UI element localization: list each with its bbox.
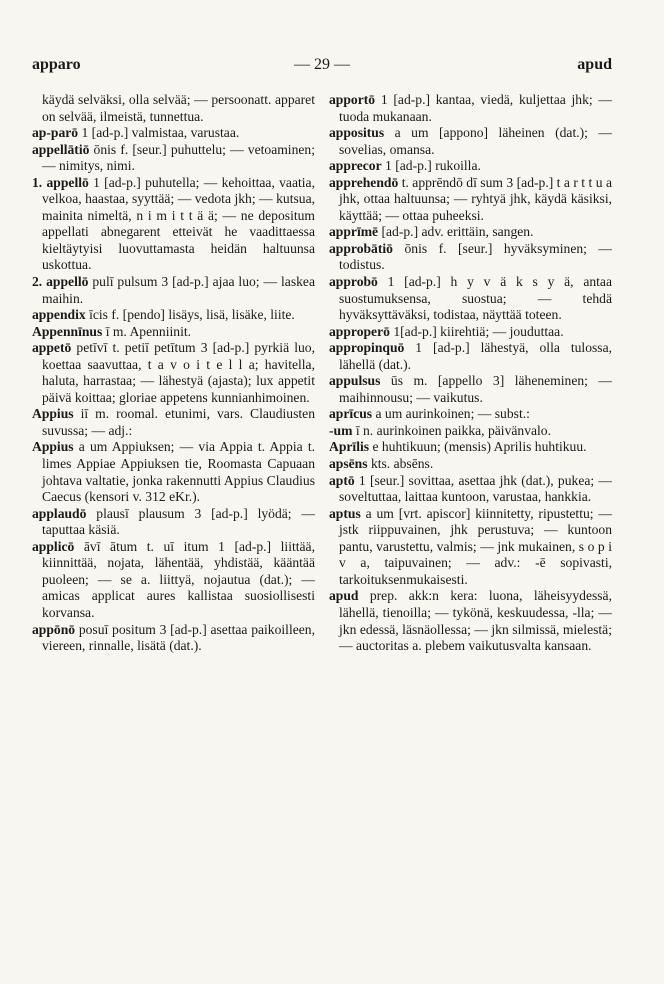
entry-headword: appellātiō (32, 141, 90, 157)
entry-headword: Appennīnus (32, 323, 103, 339)
right-column (329, 92, 612, 655)
dictionary-entry (329, 224, 612, 241)
dictionary-entry (329, 274, 612, 324)
dictionary-entry (329, 588, 612, 654)
left-column (32, 92, 315, 655)
dictionary-entry (32, 125, 315, 142)
entry-headword: applicō (32, 538, 75, 554)
entry-definition: 1 [ad-p.] lähestyä, olla tulossa, lähellä (dat.). (339, 340, 612, 372)
entry-headword: appendix (32, 307, 86, 323)
entry-definition: ī n. aurinkoinen paikka, päivänvalo. (355, 422, 551, 438)
entry-definition: a um [vrt. apiscor] kiinnitetty, ripustettu; — jstk riippuvainen, jhk perustuva; — kuntoon pantu, varustettu, valmis; — jnk mukainen, s o p i v a, taipuvainen; — adv.: -ē sopivasti, tarkoituksenmukaisesti. (339, 505, 613, 587)
entry-headword: approbō (329, 274, 378, 290)
entry-headword: appetō (32, 340, 72, 356)
entry-definition: 1 [ad-p.] valmistaa, varustaa. (81, 125, 240, 141)
entry-headword: appositus (329, 125, 385, 141)
entry-definition: āvī ātum t. uī itum 1 [ad-p.] liittää, kiinnittää, nojata, lähentää, yhdistää, kääntää puoleen; — se a. liittyä, nojautua (dat.); — amicas applicat aures kallistaa suosiollisesti korvansa. (42, 538, 315, 620)
dictionary-entry (329, 439, 612, 456)
entry-headword: Appius (32, 439, 74, 455)
dictionary-entry (329, 373, 612, 406)
dictionary-entry (329, 423, 612, 440)
entry-headword: approbātiō (329, 240, 393, 256)
entry-headword: apsēns (329, 456, 368, 472)
entry-headword: apprecor (329, 158, 382, 174)
entry-headword: -um (329, 422, 353, 438)
dictionary-entry (32, 622, 315, 655)
header-guide-word-right: apud (577, 56, 612, 73)
dictionary-entry (329, 92, 612, 125)
dictionary-entry (329, 506, 612, 589)
dictionary-entry (32, 175, 315, 274)
entry-definition: iī m. roomal. etunimi, vars. Claudiusten suvussa; — adj.: (42, 406, 315, 438)
entry-definition: prep. akk:n kera: luona, läheisyydessä, lähellä, tienoilla; — tykönä, keskuudessa, -lla; — jkn edessä, läsnäollessa; — jkn silmissä, mielestä; — auctoritas a. plebem vaikutusvalta kansaan. (339, 588, 612, 654)
entry-definition: pulī pulsum 3 [ad-p.] ajaa luo; — laskea maihin. (42, 274, 315, 306)
entry-headword: 2. appellō (32, 274, 89, 290)
dictionary-entry (32, 506, 315, 539)
entry-definition: a um [appono] läheinen (dat.); — sovelias, omansa. (339, 125, 612, 157)
entry-definition: 1 [ad-p.] rukoilla. (385, 158, 481, 174)
entry-definition: 1 [seur.] sovittaa, asettaa jhk (dat.), pukea; — soveltuttaa, laittaa kuntoon, varustaa, hankkia. (339, 472, 612, 505)
dictionary-entry (32, 307, 315, 324)
entry-headword: apportō (329, 92, 376, 107)
dictionary-entry (32, 439, 315, 505)
dictionary-entry (329, 158, 612, 175)
entry-headword: Appius (32, 406, 74, 422)
entry-definition: petīvī t. petiī petītum 3 [ad-p.] pyrkiä luo, koettaa saavuttaa, t a v o i t e l l a; havitella, haluta, harrastaa; — lähestyä (ajasta); lux appetit päivä koittaa; gloriae appetens kunnianhimoinen. (42, 340, 315, 405)
entry-definition: 1 [ad-p.] h y v ä k s y ä, antaa suostumuksensa, suostua; — tehdä hyväksyttäväksi, todistaa, näyttää toteen. (339, 274, 612, 323)
entry-headword: appropinquō (329, 340, 405, 356)
dictionary-entry (32, 142, 315, 175)
dictionary-entry (329, 125, 612, 158)
entry-definition: ī m. Apenniinit. (105, 323, 192, 339)
entry-headword: approperō (329, 323, 390, 339)
dictionary-entry (329, 406, 612, 423)
entry-definition: īcis f. [pendo] lisäys, lisä, lisäke, liite. (89, 307, 295, 323)
entry-definition: [ad-p.] adv. erittäin, sangen. (381, 224, 534, 240)
dictionary-entry (329, 340, 612, 373)
entry-headword: 1. appellō (32, 174, 89, 190)
entry-headword: apprīmē (329, 224, 379, 240)
dictionary-entry (32, 274, 315, 307)
entry-definition: a um aurinkoinen; — subst.: (375, 406, 530, 422)
entry-definition: e huhtikuun; (mensis) Aprilis huhtikuu. (372, 439, 587, 455)
dictionary-entry (32, 324, 315, 341)
entry-headword: ap-parō (32, 125, 79, 141)
entry-headword: aptus (329, 505, 361, 521)
entry-headword: apud (329, 588, 359, 604)
dictionary-entry (32, 539, 315, 622)
entry-headword: aptō (329, 472, 355, 488)
entry-definition: posuī positum 3 [ad-p.] asettaa paikoilleen, viereen, rinnalle, lisätä (dat.). (42, 621, 315, 654)
entry-headword: appōnō (32, 621, 76, 637)
header-guide-word-left: apparo (32, 56, 81, 73)
entry-headword: apprehendō (329, 174, 399, 190)
entry-definition: ōnis f. [seur.] hyväksyminen; — todistus. (339, 240, 613, 273)
entry-definition: 1[ad-p.] kiirehtiä; — jouduttaa. (393, 323, 564, 339)
entry-definition: a um Appiuksen; — via Appia t. Appia t. limes Appiae Appiuksen tie, Roomasta Capuaan johtava valtatie, jonka rakennutti Appius Claudius Caecus (kensori v. 312 eKr.). (42, 439, 316, 505)
dictionary-entry (329, 473, 612, 506)
entry-definition: plausī plausum 3 [ad-p.] lyödä; — taputtaa käsiä. (42, 505, 315, 538)
dictionary-entry (329, 324, 612, 341)
entry-definition: t. apprēndō dī sum 3 [ad-p.] t a r t t u a jhk, ottaa haltuunsa; — ryhtyä jhk, käydä käsiksi, käyttää; — ottaa puheeksi. (339, 174, 612, 223)
entry-headword: applaudō (32, 505, 87, 521)
dictionary-entry (329, 241, 612, 274)
entry-definition: käydä selväksi, olla selvää; — persoonatt. apparet on selvää, ilmeistä, tunnettua. (42, 92, 315, 124)
entry-definition: 1 [ad-p.] puhutella; — kehoittaa, vaatia, velkoa, haastaa, syyttää; — vedota jkh; — kutsua, mainita nimeltä, n i m i t t ä ä; — ne depositum appellati abnegarent etteivät he vaadittaessa kieltäytyisi luovuttamasta heidän haltuunsa uskottua. (42, 174, 315, 273)
dictionary-entry (32, 92, 315, 125)
entry-headword: aprīcus (329, 406, 373, 422)
entry-definition: ōnis f. [seur.] puhuttelu; — vetoaminen; — nimitys, nimi. (42, 141, 315, 174)
dictionary-entry (329, 456, 612, 473)
entry-definition: ūs m. [appello 3] läheneminen; — maihinnousu; — vaikutus. (339, 373, 613, 405)
entry-definition: kts. absēns. (370, 456, 434, 472)
dictionary-entry (32, 340, 315, 406)
entry-headword: appulsus (329, 373, 381, 389)
entry-headword: Aprīlis (329, 439, 370, 455)
dictionary-entry (329, 175, 612, 225)
page-number: — 29 — (294, 56, 350, 73)
dictionary-entry (32, 406, 315, 439)
page-header (32, 56, 612, 80)
entry-definition: 1 [ad-p.] kantaa, viedä, kuljettaa jhk; — tuoda mukanaan. (339, 92, 613, 124)
